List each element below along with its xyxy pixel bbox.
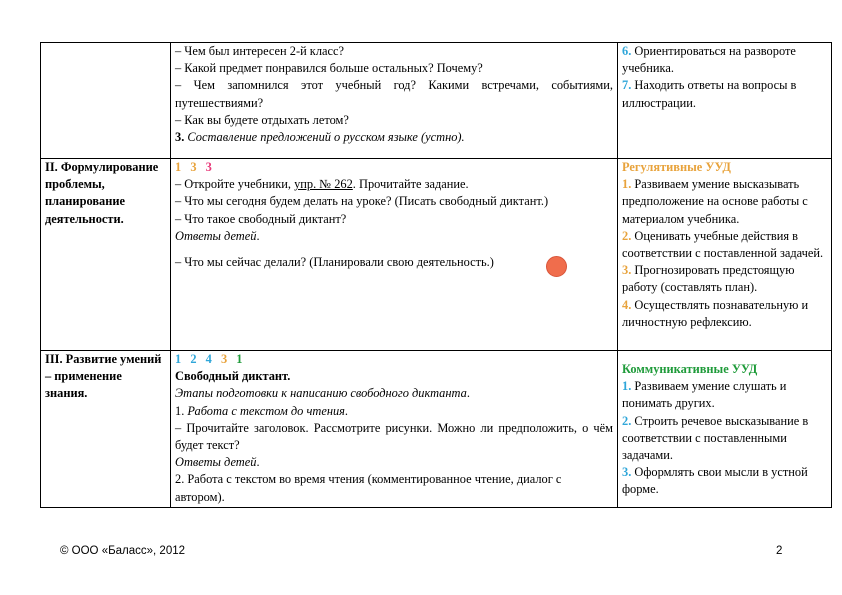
text: . xyxy=(256,228,260,243)
question-line: – Прочитайте заголовок. Рассмотрите рисунки. Можно ли предположить, о чём будет текст? xyxy=(175,420,613,453)
stage-cell xyxy=(41,43,171,159)
exercise-link[interactable]: упр. № 262 xyxy=(294,177,353,192)
task-line xyxy=(175,129,613,146)
uud-text: Развиваем умение высказывать предположение на основе работы с материалом учебника. xyxy=(622,177,808,226)
table-row xyxy=(41,351,832,508)
content-cell xyxy=(171,43,618,159)
lesson-plan-table xyxy=(40,42,832,508)
stage-cell xyxy=(41,351,171,508)
uud-number: 6. xyxy=(622,44,632,58)
uud-item xyxy=(622,464,827,498)
question-line: – Что мы сейчас делали? (Планировали свою деятельность.) xyxy=(175,255,494,270)
uud-item xyxy=(622,297,827,331)
step-number: 1. xyxy=(175,403,185,418)
spacer xyxy=(622,351,827,361)
uud-cell xyxy=(618,351,832,508)
step-line: 2. Работа с текстом во время чтения (комментированное чтение, диалог с автором). xyxy=(175,472,562,504)
orange-circle-marker xyxy=(546,256,567,277)
spacer xyxy=(175,245,613,254)
uud-item xyxy=(622,43,827,77)
digit: 1 xyxy=(175,352,185,366)
uud-cell xyxy=(618,43,832,159)
task-text: Составление предложений о русском языке (устно). xyxy=(187,130,465,145)
table-row xyxy=(41,43,832,159)
uud-number: 3. xyxy=(622,263,632,278)
content-cell xyxy=(171,159,618,351)
question-line: – Что мы сегодня будем делать на уроке? (Писать свободный диктант.) xyxy=(175,194,549,209)
stages-label: Этапы подготовки к написанию свободного диктанта. xyxy=(175,386,470,401)
uud-item xyxy=(622,413,827,465)
text: . Прочитайте задание. xyxy=(352,177,469,192)
uud-number: 2. xyxy=(622,228,632,243)
stage-title: III. Развитие умений – применение знания. xyxy=(45,352,162,401)
uud-text: Прогнозировать предстоящую работу (составлять план). xyxy=(622,263,795,295)
uud-text: Строить речевое высказывание в соответствии с поставленными задачами. xyxy=(622,413,809,463)
uud-text: Оформлять свои мысли в устной форме. xyxy=(622,465,808,497)
section-title: Свободный диктант. xyxy=(175,369,291,384)
uud-item xyxy=(622,228,827,262)
task-number: 3. xyxy=(175,130,185,145)
uud-text: Осуществлять познавательную и личностную рефлексию. xyxy=(622,297,809,329)
text: Этапы подготовки к написанию свободного диктанта xyxy=(175,386,467,401)
page-number: 2 xyxy=(776,545,783,557)
uud-number: 4. xyxy=(622,297,632,312)
skill-digits xyxy=(175,351,613,368)
question-line: – Что такое свободный диктант? xyxy=(175,211,347,226)
uud-text: Ориентироваться на развороте учебника. xyxy=(622,44,796,76)
uud-number: 1. xyxy=(622,379,632,394)
uud-cell xyxy=(618,159,832,351)
text: – Откройте учебники, xyxy=(175,177,295,192)
answers-line xyxy=(175,228,613,245)
step-line: 1. Работа с текстом до чтения. xyxy=(175,403,349,418)
digit: 4 xyxy=(205,352,215,366)
uud-number: 3. xyxy=(622,465,632,480)
uud-number: 1. xyxy=(622,177,632,192)
digit: 1 xyxy=(236,352,246,366)
question-line: – Как вы будете отдыхать летом? xyxy=(175,112,349,127)
answers-line: Ответы детей. xyxy=(175,455,260,470)
digit: 1 xyxy=(175,160,185,174)
uud-title: Регулятивные УУД xyxy=(622,160,731,174)
uud-text: Оценивать учебные действия в соответствии с поставленной задачей. xyxy=(622,228,824,261)
table-row xyxy=(41,159,832,351)
digit: 2 xyxy=(190,352,200,366)
uud-item xyxy=(622,262,827,296)
digit: 3 xyxy=(205,160,215,174)
uud-title: Коммуникативные УУД xyxy=(622,362,758,376)
uud-item xyxy=(622,77,827,111)
question-line: – Какой предмет понравился больше остальных? Почему? xyxy=(175,61,483,76)
question-line: – Чем был интересен 2-й класс? xyxy=(175,44,345,58)
answers-label: Ответы детей xyxy=(175,455,257,470)
stage-cell xyxy=(41,159,171,351)
stage-title: II. Формулирование проблемы, планирование деятельности. xyxy=(45,160,159,226)
step-text: Работа с текстом до чтения xyxy=(187,403,345,418)
skill-digits xyxy=(175,159,613,176)
uud-number: 2. xyxy=(622,413,632,428)
content-cell xyxy=(171,351,618,508)
uud-text: Находить ответы на вопросы в иллюстрации. xyxy=(622,78,797,110)
uud-text: Развиваем умение слушать и понимать других. xyxy=(622,379,787,411)
digit: 3 xyxy=(220,352,231,366)
digit: 3 xyxy=(190,160,200,174)
uud-item xyxy=(622,176,827,228)
answers-label: Ответы детей xyxy=(175,228,257,243)
uud-item xyxy=(622,378,827,412)
uud-number: 7. xyxy=(622,78,632,93)
instruction-line xyxy=(175,176,613,193)
footer-copyright: © ООО «Баласс», 2012 xyxy=(60,545,186,557)
question-line: – Чем запомнился этот учебный год? Какими встречами, событиями, путешествиями? xyxy=(175,78,613,110)
